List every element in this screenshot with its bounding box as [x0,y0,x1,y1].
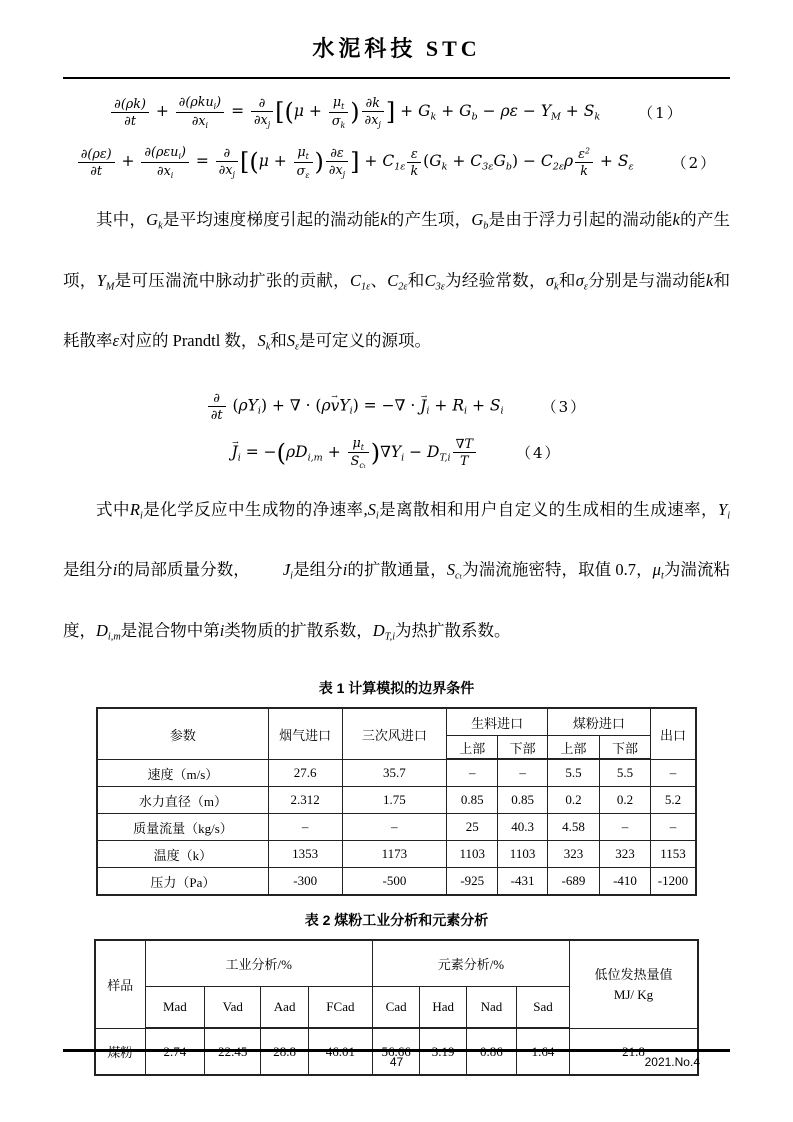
data-cell: 25 [447,814,498,841]
table1-caption: 表 1 计算模拟的边界条件 [318,680,475,697]
data-cell: 2.312 [268,787,342,814]
data-cell: -431 [498,868,548,896]
table2-header-row-1 [95,940,698,987]
data-cell: 1.64 [516,1028,569,1075]
lhv-label-line-1: 低位发热量值 [594,966,673,982]
data-cell: 2.74 [145,1028,205,1075]
table-row-hydraulic-diameter [97,787,696,814]
header-cell-raw-meal-inlet: 生料进口 [447,708,548,736]
row-label-cell: 煤粉 [95,1028,145,1075]
paragraph-2: 式中$R_i$是化学反应中生成物的净速率$,S_i$是离散相和用户自定义的生成相的生成速率，$Y_i$是组分i的局部质量分数， $J \to_i$是组分i的扩散通量，$S_{c_t}$为湍流施密特，取值 0.7，$\mu_t$为湍流粘度，$D_{i,m}$是混合物中第i类物质的扩散系数，$D_{T,i}$为热扩散系数。 [63,483,730,665]
header-cell-coal-inlet: 煤粉进口 [547,708,650,736]
equation-1-number: （1） [638,103,684,122]
data-cell: -1200 [650,868,696,896]
data-cell: 0.86 [466,1028,516,1075]
data-cell: 5.5 [600,759,651,787]
data-cell: – [650,814,696,841]
header-cell-proximate-analysis: 工业分析/% [145,940,372,987]
header-cell-cad: Cad [372,987,420,1029]
data-cell: 323 [600,841,651,868]
header-cell-coal-upper: 上部 [547,736,599,760]
equation-1-body: $\frac{\partial(\rho k)}{\partial t}$ + $\frac{\partial(\rho ku_i)}{\partial x_i}$ = $\frac{\partial}{\partial x_j}$ [(μ + $\frac{\mu_t}{\sigma_k}$ ) $\frac{\partial k}{\partial x_j}$ ] + $G_k + G_b - \rho\varepsilon - Y_M + S_k$ [109,94,600,130]
page-title: 水泥科技 STC [312,36,481,61]
data-cell: 1.75 [342,787,447,814]
equation-2-number: （2） [671,153,718,172]
data-cell: – [600,814,651,841]
equation-4-body: $J \to_i = -(\rho D_{i,m}$ + $\frac{\mu_t}{S_{c_t}}$ )$\nabla Y_i - D_{T,i}$ $\frac{\nabla T}{T}$ [232,435,478,471]
data-cell: -410 [600,868,651,896]
data-cell: 22.45 [205,1028,261,1075]
header-rule [63,77,730,79]
header-cell-had: Had [420,987,466,1029]
data-cell: -925 [447,868,498,896]
header-cell-sample: 样品 [95,940,145,1028]
issue-number: 2021.No.4 [644,1055,700,1069]
data-cell: -300 [268,868,342,896]
header-cell-sad: Sad [516,987,569,1029]
header-cell-ultimate-analysis: 元素分析/% [372,940,569,987]
data-cell: 46.01 [308,1028,372,1075]
data-cell: 3.19 [420,1028,466,1075]
row-label-cell: 速度（m/s） [97,759,268,787]
header-cell-flue-gas-inlet: 烟气进口 [268,708,342,759]
data-cell: 0.2 [547,787,599,814]
row-label-cell: 压力（Pa） [97,868,268,896]
header-cell-tertiary-air-inlet: 三次风进口 [342,708,447,759]
table-row-mass-flow [97,814,696,841]
data-cell: 1103 [498,841,548,868]
data-cell: 35.7 [342,759,447,787]
equation-2-body: $\frac{\partial(\rho\varepsilon)}{\partial t}$ + $\frac{\partial(\rho\varepsilon u_i)}{\partial x_i}$ = $\frac{\partial}{\partial x_j}$ [(μ + $\frac{\mu_t}{\sigma_\varepsilon}$ ) $\frac{\partial\varepsilon}{\partial x_j}$ ] + $C_{1\varepsilon}$ $\frac{\varepsilon}{k}$ $(G_k + C_{3\varepsilon}G_b) - C_{2\varepsilon}\rho$ $\frac{\varepsilon^2}{k}$ + $S_\varepsilon$ [76,144,634,180]
data-cell: 323 [547,841,599,868]
row-label-cell: 水力直径（m） [97,787,268,814]
data-cell: 5.2 [650,787,696,814]
table-row-pressure [97,868,696,896]
table2-caption: 表 2 煤粉工业分析和元素分析 [304,912,489,929]
equation-4-number: （4） [515,444,562,463]
footer-rule [63,1049,730,1052]
paragraph-1: 其中，$G_k$是平均速度梯度引起的湍动能k的产生项，$G_b$是由于浮力引起的湍动能k的产生项，$Y_M$是可压湍流中脉动扩张的贡献，$C_{1\varepsilon}$、$C_{2\varepsilon}$和$C_{3\varepsilon}$为经验常数，$\sigma_k$和$\sigma_\varepsilon$分别是与湍动能k和耗散率ε对应的 Prandtl 数，$S_k$和$S_\varepsilon$是可定义的源项。 [63,210,731,353]
data-cell: 1103 [447,841,498,868]
header-cell-mad: Mad [145,987,205,1029]
row-label-cell: 质量流量（kg/s） [97,814,268,841]
header-cell-nad: Nad [466,987,516,1029]
data-cell: 27.6 [268,759,342,787]
data-cell: – [447,759,498,787]
data-cell: 56.66 [372,1028,420,1075]
table-1 [96,707,697,896]
lhv-label-line-2: MJ/ Kg [613,986,654,1002]
header-cell-outlet: 出口 [650,708,696,759]
equation-1 [63,89,730,135]
header-cell-raw-meal-upper: 上部 [447,736,498,760]
equation-3 [63,387,730,427]
data-cell: 0.2 [600,787,651,814]
page-number: 47 [389,1055,404,1069]
data-cell: 40.3 [498,814,548,841]
table1-header-row-1 [97,708,696,736]
data-cell: -689 [547,868,599,896]
header-cell-fcad: FCad [308,987,372,1029]
data-cell: 4.58 [547,814,599,841]
data-cell: – [498,759,548,787]
data-cell: 0.85 [447,787,498,814]
header-cell-aad: Aad [261,987,309,1029]
table-row-velocity [97,759,696,787]
data-cell: – [268,814,342,841]
equation-2 [63,139,730,185]
data-cell: -500 [342,868,447,896]
data-cell: 1353 [268,841,342,868]
header-cell-lower-heating-value [570,940,699,1028]
table-row-temperature [97,841,696,868]
equation-4 [63,431,730,475]
data-cell: – [650,759,696,787]
equation-3-body: $\frac{\partial}{\partial t}$ $(\rho Y_i)$ + ∇ · $(\rho v \to Y_i)$ = −∇ · $J \to_i + R_i + S_i$ [206,390,504,423]
data-cell: 1153 [650,841,696,868]
data-cell: 1173 [342,841,447,868]
data-cell: 0.85 [498,787,548,814]
data-cell: 5.5 [547,759,599,787]
header-cell-param: 参数 [97,708,268,759]
data-cell: – [342,814,447,841]
row-label-cell: 温度（k） [97,841,268,868]
header-cell-coal-lower: 下部 [600,736,651,760]
equation-3-number: （3） [541,398,588,417]
data-cell: 28.8 [261,1028,309,1075]
header-cell-raw-meal-lower: 下部 [498,736,548,760]
header-cell-vad: Vad [205,987,261,1029]
data-cell: 21.8 [570,1028,699,1075]
